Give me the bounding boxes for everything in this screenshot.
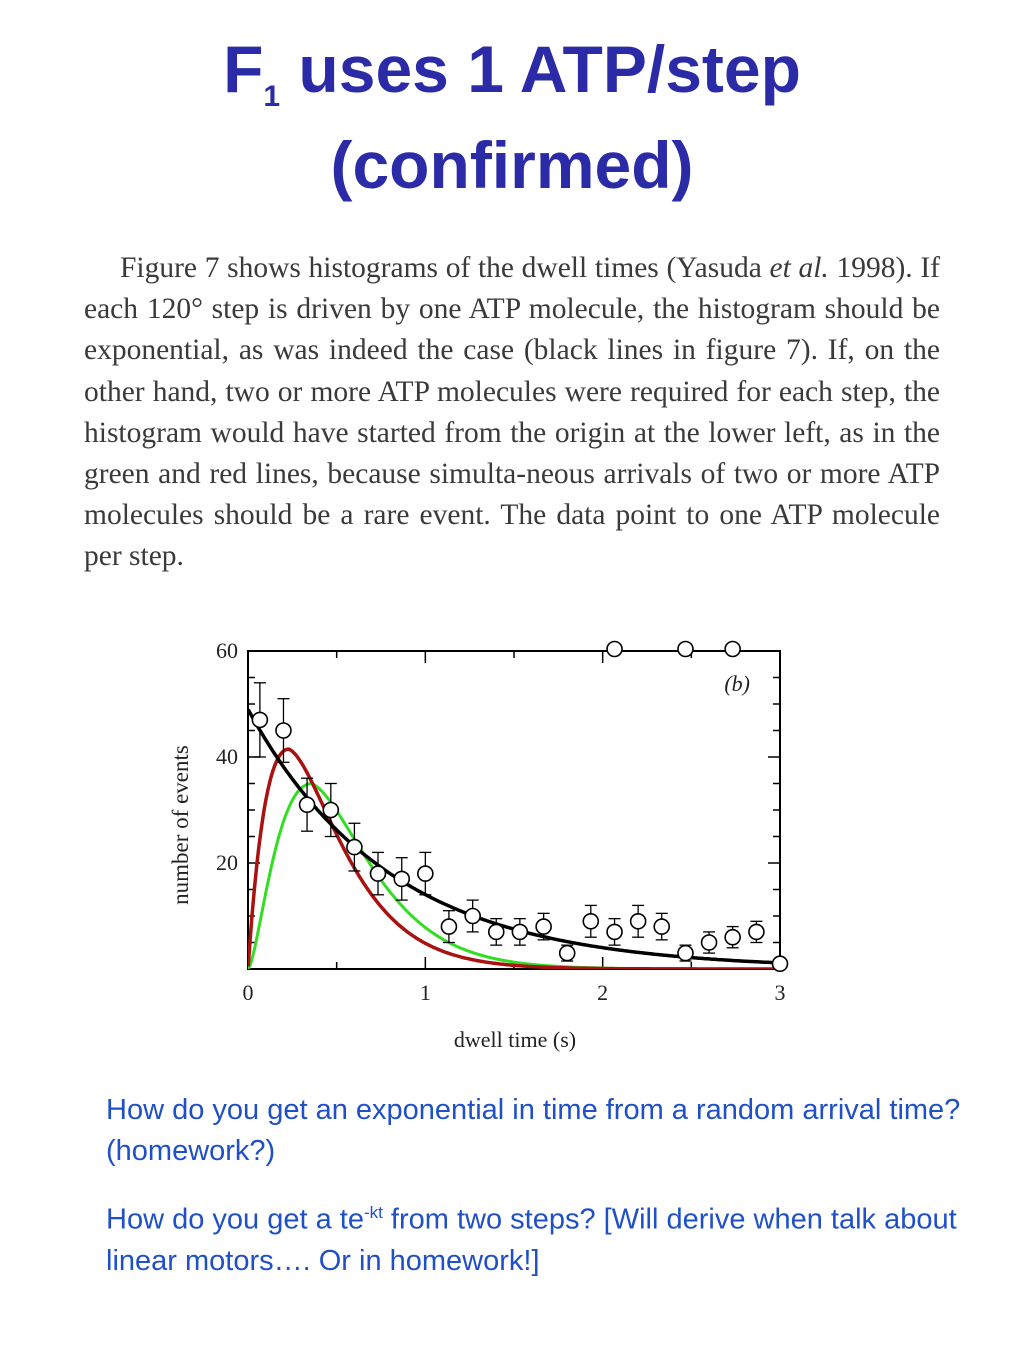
panel-label: (b) (724, 671, 750, 696)
question-2-post: from two steps? [Will derive when talk about linear motors…. Or in homework!] (106, 1203, 957, 1277)
data-point (323, 803, 338, 818)
data-point (702, 935, 717, 950)
title-main: F (223, 32, 264, 106)
title-rest: uses 1 ATP/step (298, 32, 801, 106)
x-tick-label: 1 (419, 980, 431, 1005)
data-point (725, 930, 740, 945)
data-point (560, 946, 575, 961)
data-point-clipped (607, 642, 622, 657)
data-point-clipped (725, 642, 740, 657)
data-point (583, 914, 598, 929)
data-point (607, 924, 622, 939)
x-tick-label: 3 (774, 980, 786, 1005)
data-point (347, 840, 362, 855)
slide-title (0, 28, 1024, 206)
y-axis-label: number of events (168, 745, 193, 905)
data-point (252, 712, 267, 727)
question-1: How do you get an exponential in time from a random arrival time? (homework?) (106, 1094, 961, 1167)
title-subscript: 1 (263, 80, 281, 113)
data-point (465, 909, 480, 924)
data-point (631, 914, 646, 929)
question-2 (106, 1192, 966, 1282)
dwell-time-histogram (150, 625, 850, 1065)
histogram-svg (150, 625, 850, 1065)
data-point-clipped (678, 642, 693, 657)
title-line-2: (confirmed) (330, 128, 694, 202)
data-point (276, 723, 291, 738)
question-2-sup: -kt (363, 1203, 383, 1222)
excerpt-et-al: et al. (769, 252, 829, 284)
data-point (300, 797, 315, 812)
excerpt-part-1: Figure 7 shows histograms of the dwell times (Yasuda (120, 252, 770, 284)
data-point (512, 924, 527, 939)
data-point (749, 924, 764, 939)
data-point (489, 924, 504, 939)
data-point (654, 919, 669, 934)
data-point (370, 866, 385, 881)
excerpt-part-2: 1998). If each 120° step is driven by one ATP molecule, the histogram should be exponential, as was indeed the case (black lines in figure 7). If, on the other hand, two or more ATP molecules were required for each step, the histogram would have started from the origin at the lower left, as in the green and red lines, because simulta-neous arrivals of two or more ATP molecules should be a rare event. The data point to one ATP molecule per step. (84, 252, 940, 573)
data-point (441, 919, 456, 934)
y-tick-label: 40 (216, 744, 238, 769)
data-point (678, 946, 693, 961)
data-point (536, 919, 551, 934)
x-tick-label: 0 (242, 980, 254, 1005)
data-point (773, 956, 788, 971)
x-axis-label: dwell time (s) (453, 1027, 577, 1052)
paper-excerpt (84, 248, 940, 578)
question-2-pre: How do you get a te (106, 1203, 364, 1236)
title-line-1 (0, 28, 1024, 124)
x-tick-label: 2 (597, 980, 609, 1005)
y-tick-label: 20 (216, 850, 238, 875)
data-point (394, 871, 409, 886)
y-tick-label: 60 (216, 638, 238, 663)
data-point (418, 866, 433, 881)
